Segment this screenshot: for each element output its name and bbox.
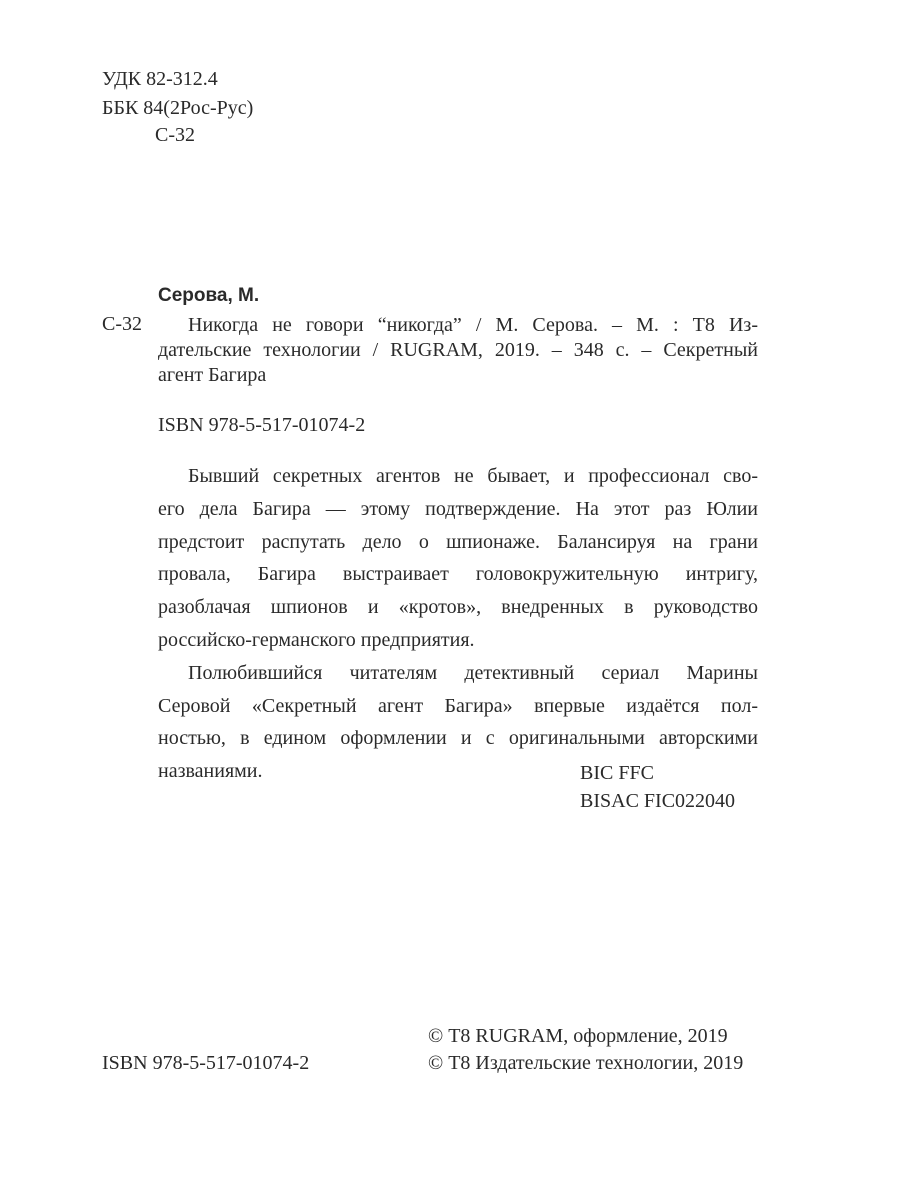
bisac-code: BISAC FIC022040 <box>580 790 736 812</box>
annotation-line: названиями. <box>158 760 263 783</box>
record-author-mark: С-32 <box>102 313 142 335</box>
record-line: Никогда не говори “никогда” / М. Серова. – М. : Т8 Из- <box>188 314 758 336</box>
record-description <box>158 313 758 388</box>
annotation-line: разоблачая шпионов и «кротов», внедренных в руководство <box>158 596 758 619</box>
annotation-line: Бывший секретных агентов не бывает, и профессионал сво- <box>188 465 758 487</box>
record-author: Серова, М. <box>158 285 260 306</box>
footer-isbn: ISBN 978-5-517-01074-2 <box>102 1052 310 1074</box>
annotation-line: его дела Багира — этому подтверждение. На этот раз Юлии <box>158 497 758 520</box>
annotation-line: Полюбившийся читателям детективный сериал Марины <box>188 661 758 684</box>
record-line: агент Багира <box>158 364 267 386</box>
copyright-publisher: © Т8 Издательские технологии, 2019 <box>428 1052 744 1074</box>
annotation-line: предстоит распутать дело о шпионаже. Балансируя на грани <box>158 530 758 553</box>
record-isbn: ISBN 978-5-517-01074-2 <box>158 414 366 436</box>
annotation-line: российско-германского предприятия. <box>158 628 475 651</box>
udk-code: УДК 82-312.4 <box>102 68 218 90</box>
copyright-design: © Т8 RUGRAM, оформление, 2019 <box>428 1025 728 1047</box>
bbk-code: ББК 84(2Рос-Рус) <box>102 97 254 119</box>
annotation-line: провала, Багира выстраивает головокружительную интригу, <box>158 563 758 586</box>
author-mark: С-32 <box>155 124 195 146</box>
record-line: дательские технологии / RUGRAM, 2019. – 348 с. – Секретный <box>158 339 758 361</box>
bic-code: BIC FFC <box>580 762 654 784</box>
annotation-line: ностью, в едином оформлении и с оригинальными авторскими <box>158 727 758 750</box>
annotation-line: Серовой «Секретный агент Багира» впервые издаётся пол- <box>158 694 758 717</box>
annotation <box>158 460 758 788</box>
